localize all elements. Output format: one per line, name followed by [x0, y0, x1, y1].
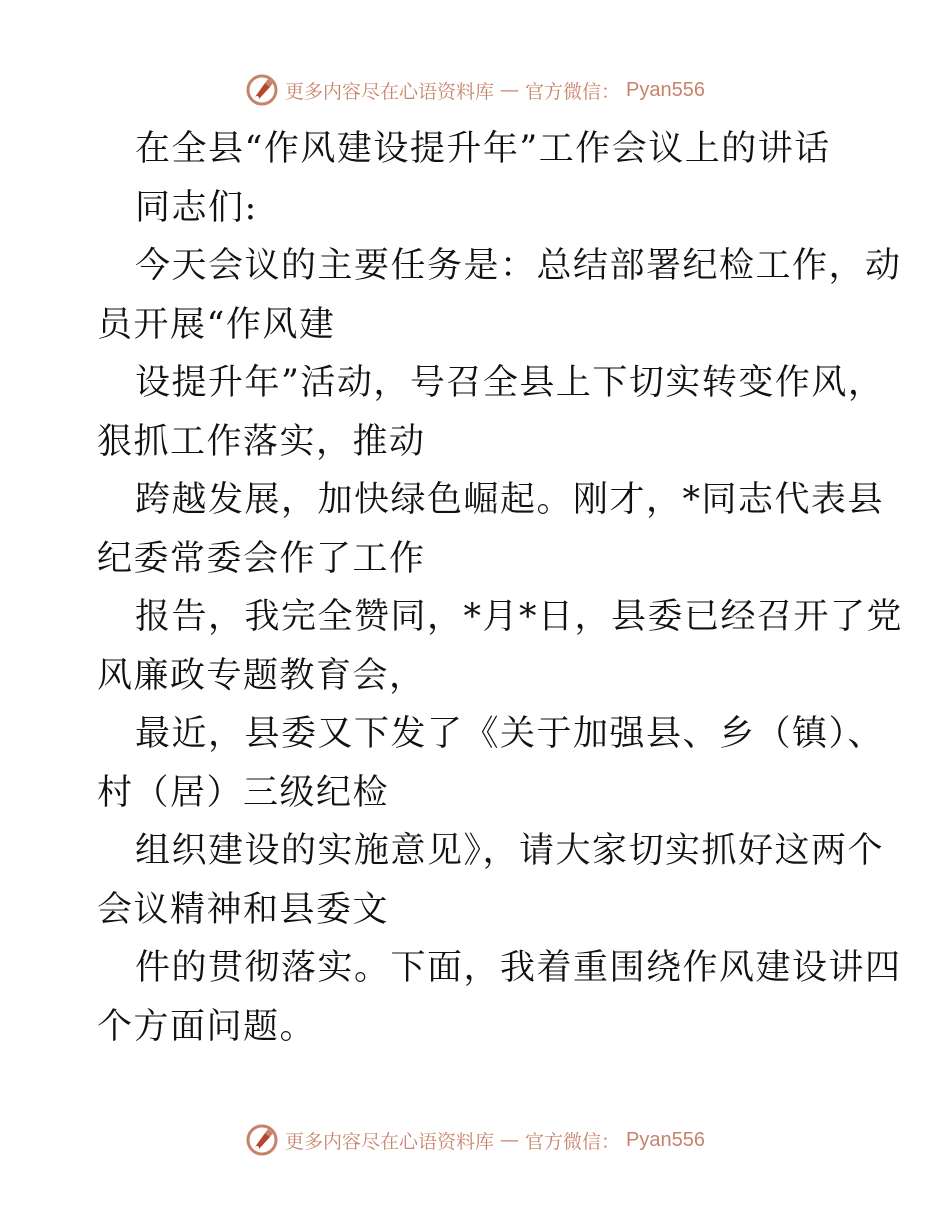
document-title: 在全县“作风建设提升年”工作会议上的讲话 — [135, 129, 831, 169]
body-line: 今天会议的主要任务是：总结部署纪检工作，动 — [135, 246, 902, 286]
body-line: 会议精神和县委文 — [97, 889, 390, 930]
body-line: 最近，县委又下发了《关于加强县、乡（镇）、 — [135, 714, 885, 754]
body-line: 设提升年”活动，号召全县上下切实转变作风， — [135, 363, 885, 403]
watermark-separator: — — [500, 1129, 520, 1151]
body-line: 跨越发展，加快绿色崛起。刚才，*同志代表县 — [135, 480, 885, 520]
watermark-label: 官方微信： — [525, 1130, 621, 1153]
body-line: 个方面问题。 — [97, 1006, 317, 1047]
body-line: 报告，我完全赞同，*月*日，县委已经召开了党 — [135, 597, 904, 637]
body-line: 村（居）三级纪检 — [97, 772, 390, 813]
document-body — [97, 120, 904, 1056]
body-line: 组织建设的实施意见》，请大家切实抓好这两个 — [135, 831, 885, 871]
watermark-separator: — — [500, 79, 520, 101]
body-line: 员开展“作风建 — [97, 304, 336, 345]
watermark-brand-text: 更多内容尽在心语资料库 — [285, 1130, 495, 1153]
salutation: 同志们: — [135, 187, 258, 228]
pen-nib-circle-icon — [245, 73, 279, 107]
watermark-label: 官方微信： — [525, 80, 621, 103]
watermark-footer — [0, 1120, 950, 1160]
pen-nib-circle-icon — [245, 1123, 279, 1157]
watermark-wechat-id: Pyan556 — [626, 1128, 705, 1151]
body-line: 纪委常委会作了工作 — [97, 538, 426, 579]
body-line: 风廉政专题教育会， — [97, 655, 426, 696]
watermark-wechat-id: Pyan556 — [626, 78, 705, 101]
watermark-brand-text: 更多内容尽在心语资料库 — [285, 80, 495, 103]
watermark-header — [0, 70, 950, 110]
body-line: 狠抓工作落实，推动 — [97, 421, 426, 462]
body-line: 件的贯彻落实。下面，我着重围绕作风建设讲四 — [135, 948, 902, 988]
